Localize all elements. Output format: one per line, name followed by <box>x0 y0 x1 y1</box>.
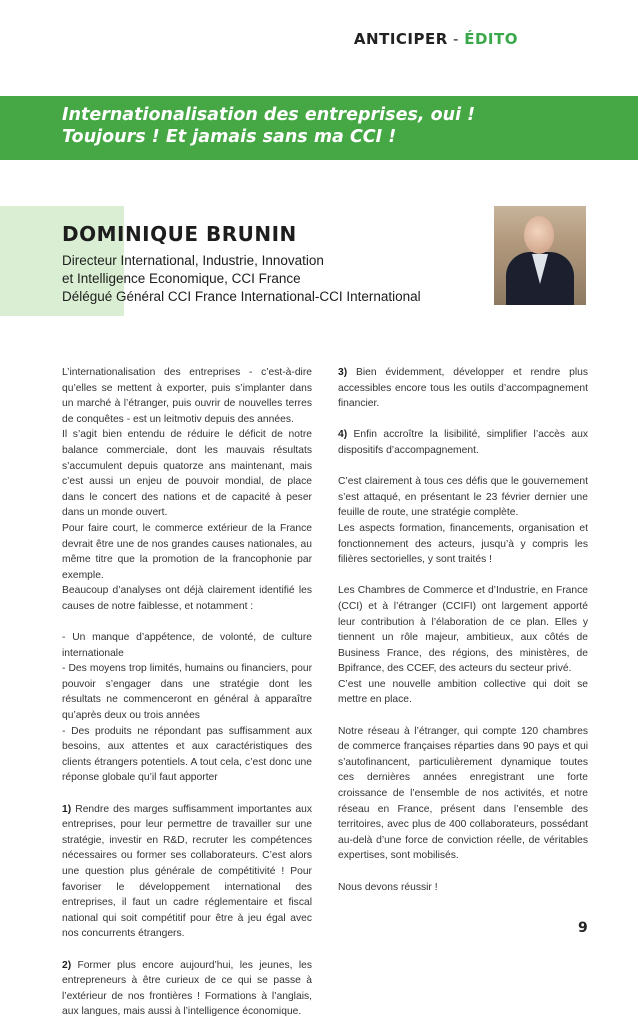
page-number: 9 <box>578 920 588 936</box>
right-paragraph-5: Notre réseau à l’étranger, qui compte 120 chambres de commerce françaises réparties dans 90 pays et qui s’autofinancent, particulièrement dynamique toutes ces dernières années enregistrant une forte croissance de l’ensemble de nos activités, et notre réseau en France, présent dans l’ensemble des territoires, avec plus de 400 collaborateurs, possédant au-delà d’une force de conviction réelle, de véritables expertises, sont mobilisés. <box>338 725 588 862</box>
right-paragraph-3: C’est clairement à tous ces défis que le gouvernement s’est attaqué, en présentant le 23 février dernier une feuille de route, une stratégie complète. Les aspects formation, financements, organisation et fonctionnement des acteurs, jusqu’à y compris les filières sectorielles, y sont traités ! <box>338 476 588 566</box>
author-name: DOMINIQUE BRUNIN <box>62 222 297 246</box>
point-number-4: 4) <box>338 429 348 441</box>
author-role-2: et Intelligence Economique, CCI France <box>62 271 301 286</box>
point-number-3: 3) <box>338 367 348 378</box>
photo-head <box>524 216 554 254</box>
section-separator: - <box>447 30 465 48</box>
right-paragraph-2 <box>338 427 588 458</box>
subsection-name: ÉDITO <box>464 30 518 48</box>
left-paragraph-4 <box>62 958 312 1020</box>
point-number-1: 1) <box>62 803 72 815</box>
section-name: ANTICIPER <box>353 30 448 48</box>
title-line-2: Toujours ! Et jamais sans ma CCI ! <box>62 127 397 147</box>
author-role-1: Directeur International, Industrie, Innovation <box>62 253 324 268</box>
left-paragraph-1: L’internationalisation des entreprises - c’est-à-dire qu’elles se mettent à exporter, puis s’implanter dans un marché à l’étranger, puis ouvrir de nouvelles terres de conquêtes - est un leitmotiv depuis des années. Il s’agit bien entendu de réduire le déficit de notre balance commerciale, dont les mauvais résultats s’accumulent depuis quatorze ans maintenant, mais c’est aussi un enjeu de pouvoir mondial, de place dans le concert des nations et de capacité à peser dans un monde ouvert. Pour faire court, le commerce extérieur de la France devrait être une de nos grandes causes nationales, au même titre que la promotion de la francophonie par exemple. Beaucoup d’analyses ont déjà clairement identifié les causes de notre faiblesse, et notamment : <box>62 367 312 612</box>
title-line-1: Internationalisation des entreprises, oui ! <box>62 105 476 125</box>
author-photo <box>494 206 586 305</box>
left-paragraph-3 <box>62 802 312 942</box>
right-column <box>338 365 588 895</box>
author-role-3: Délégué Général CCI France International-CCI International <box>62 289 421 304</box>
point-text-4: Enfin accroître la lisibilité, simplifier l’accès aux dispositifs d’accompagnement. <box>338 429 588 456</box>
section-label <box>354 30 518 48</box>
point-text-1: Rendre des marges suffisamment importantes aux entreprises, pour leur permettre de travailler sur une stratégie, investir en R&D, recruter les compétences nécessaires ou former ses collaborateurs. C’est alors une question plus générale de compétitivité ! Pour favoriser le développement international des entreprises, il faut un cadre réglementaire et fiscal national qui soit compétitif pour être à jeu égal avec nos concurrents étrangers. <box>62 803 312 940</box>
right-paragraph-4: Les Chambres de Commerce et d’Industrie, en France (CCI) et à l’étranger (CCIFI) ont largement apporté leur contribution à l’élaboration de ce plan. Elles y tiennent un rôle majeur, ambitieux, aux côtés de Business France, des régions, des ministères, de Bpifrance, des CCEF, des acteurs du secteur privé. C’est une nouvelle ambition collective qui doit se mettre en place. <box>338 585 588 706</box>
point-text-3: Bien évidemment, développer et rendre plus accessibles encore tous les outils d’accompagnement financier. <box>338 367 588 410</box>
left-paragraph-2: - Un manque d’appétence, de volonté, de culture internationale - Des moyens trop limités, humains ou financiers, pour pouvoir s’engager dans une stratégie dont les résultats ne commenceront en général à apparaître qu’après deux ou trois années - Des produits ne répondant pas suffisamment aux besoins, aux attentes et aux caractéristiques des clients étrangers potentiels. A tout cela, c’est donc une réponse globale qu’il faut apporter <box>62 632 312 784</box>
point-number-2: 2) <box>62 959 72 971</box>
article-title <box>62 104 475 148</box>
right-paragraph-1 <box>338 365 588 412</box>
right-paragraph-6: Nous devons réussir ! <box>338 881 438 893</box>
title-band <box>0 96 638 160</box>
left-column <box>62 365 312 1020</box>
author-roles <box>62 252 421 306</box>
point-text-2: Former plus encore aujourd’hui, les jeunes, les entrepreneurs à être curieux de ce qui se passe à l’extérieur de nos frontières ! Formations à l’anglais, aux langues, mais aussi à l’intelligence économique. <box>62 959 312 1018</box>
